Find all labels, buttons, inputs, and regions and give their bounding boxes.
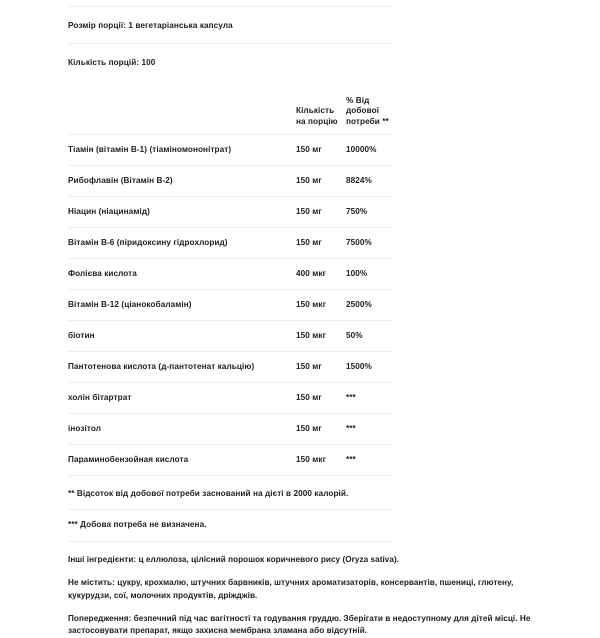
- cell-nutrient-name: Вітамін B-6 (піридоксину гідрохлорид): [68, 228, 296, 259]
- cell-daily-value: 10000%: [346, 135, 392, 166]
- warning-text: Попередження: безпечний під час вагітності та годування груддю. Зберігати в недоступному для дітей місці. Не застосовувати препарат, якщо захисна мембрана зламана або відсутній.: [68, 614, 531, 636]
- serving-size-label: Розмір порції: 1 вегетаріанська капсула: [68, 20, 233, 30]
- table-body: [68, 135, 392, 476]
- column-header-dv-line3: потреби **: [346, 117, 389, 127]
- cell-daily-value: 50%: [346, 321, 392, 352]
- cell-daily-value: 7500%: [346, 228, 392, 259]
- column-header-amount-line1: Кількість: [296, 106, 335, 116]
- cell-daily-value: 750%: [346, 197, 392, 228]
- table-row: [68, 352, 392, 383]
- cell-amount-per-serving: 400 мкг: [296, 259, 346, 290]
- cell-amount-per-serving: 150 мкг: [296, 290, 346, 321]
- cell-daily-value: 100%: [346, 259, 392, 290]
- table-row: [68, 445, 392, 476]
- footnote-daily-value-basis: [68, 476, 392, 509]
- table-row: [68, 383, 392, 414]
- cell-daily-value: 1500%: [346, 352, 392, 383]
- cell-daily-value: ***: [346, 445, 392, 476]
- free-from-text: Не містить: цукру, крохмалю, штучних барвників, штучних ароматизаторів, консервантів, пшениці, глютену, кукурудзи, сої, молочних продуктів, дріжджів.: [68, 578, 514, 600]
- cell-nutrient-name: Фолієва кислота: [68, 259, 296, 290]
- servings-per-container-row: [68, 44, 392, 80]
- cell-amount-per-serving: 150 мг: [296, 197, 346, 228]
- table-row: [68, 135, 392, 166]
- cell-nutrient-name: Рибофлавін (Вітамін B-2): [68, 166, 296, 197]
- table-head: [68, 80, 392, 135]
- table-row: [68, 290, 392, 321]
- table-row: [68, 321, 392, 352]
- column-header-dv-line1: % Від: [346, 95, 370, 105]
- product-notes: [68, 542, 538, 638]
- cell-daily-value: 2500%: [346, 290, 392, 321]
- cell-nutrient-name: Тіамін (вітамін B-1) (тіаміномононітрат): [68, 135, 296, 166]
- servings-per-container-label: Кількість порцій: 100: [68, 57, 156, 67]
- table-row: [68, 414, 392, 445]
- column-header-dv-line2: добової: [346, 106, 380, 116]
- cell-nutrient-name: біотин: [68, 321, 296, 352]
- table-row: [68, 259, 392, 290]
- cell-amount-per-serving: 150 мг: [296, 166, 346, 197]
- serving-size-row: [68, 7, 392, 43]
- column-header-nutrient: [68, 80, 296, 135]
- other-ingredients-text: Інші інгредієнти: ц еллюлоза, цілісний порошок коричневого рису (Oryza sativa).: [68, 554, 400, 564]
- cell-daily-value: 8824%: [346, 166, 392, 197]
- column-header-amount-per-serving: [296, 80, 346, 135]
- table-row: [68, 166, 392, 197]
- cell-nutrient-name: холін бітартрат: [68, 383, 296, 414]
- cell-amount-per-serving: 150 мг: [296, 383, 346, 414]
- cell-nutrient-name: Пантотенова кислота (д-пантотенат кальцію): [68, 352, 296, 383]
- supplement-facts-table: [68, 80, 392, 476]
- cell-nutrient-name: Ніацин (ніацинамід): [68, 197, 296, 228]
- column-header-amount-line2: на порцію: [296, 117, 338, 127]
- cell-amount-per-serving: 150 мг: [296, 414, 346, 445]
- cell-amount-per-serving: 150 мг: [296, 228, 346, 259]
- cell-amount-per-serving: 150 мг: [296, 135, 346, 166]
- cell-nutrient-name: Вітамін B-12 (ціанокобаламін): [68, 290, 296, 321]
- cell-nutrient-name: Параминобензойная кислота: [68, 445, 296, 476]
- cell-daily-value: ***: [346, 414, 392, 445]
- table-row: [68, 228, 392, 259]
- column-header-daily-value: [346, 80, 392, 135]
- footnote-daily-value-basis-text: ** Відсоток від добової потреби заснований на дієті в 2000 калорій.: [68, 489, 349, 498]
- cell-amount-per-serving: 150 мг: [296, 352, 346, 383]
- table-row: [68, 197, 392, 228]
- cell-amount-per-serving: 150 мкг: [296, 445, 346, 476]
- cell-amount-per-serving: 150 мкг: [296, 321, 346, 352]
- cell-daily-value: ***: [346, 383, 392, 414]
- footnote-not-established: [68, 510, 392, 540]
- table-header-row: [68, 80, 392, 135]
- cell-nutrient-name: інозітол: [68, 414, 296, 445]
- footnote-not-established-text: *** Добова потреба не визначена.: [68, 520, 207, 530]
